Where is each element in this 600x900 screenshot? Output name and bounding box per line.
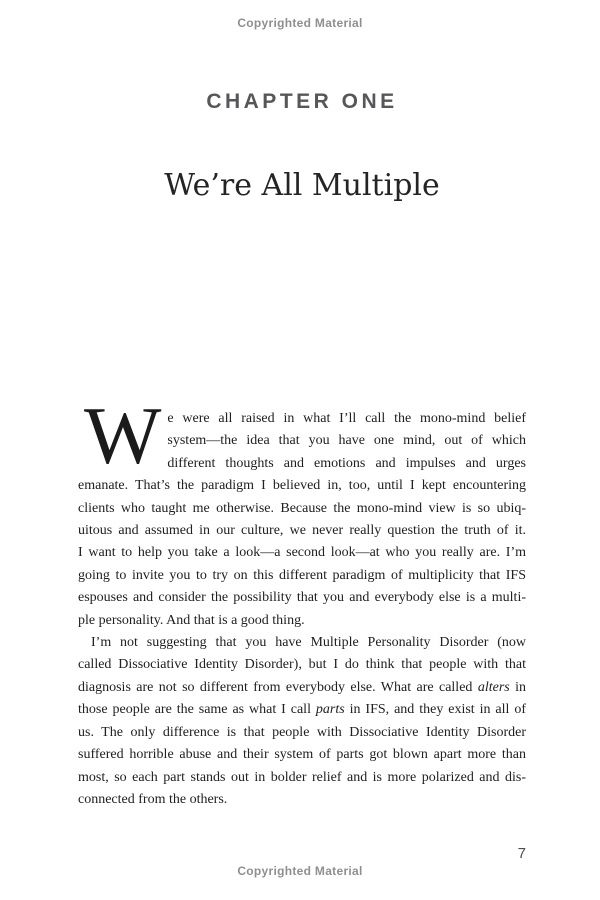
copyright-notice-top: Copyrighted Material [237,16,363,30]
text-line [78,722,526,744]
text-line [78,520,526,542]
copyright-notice-bottom: Copyrighted Material [237,864,363,878]
text-segment: emanate. That’s the paradigm I believed in, too, until I kept encountering [78,478,526,494]
text-segment: most, so each part stands out in bolder relief and is more polarized and dis- [78,769,526,785]
body-text [78,390,527,811]
text-segment: uitous and assumed in our culture, we never really question the truth of it. [78,523,526,539]
text-line [78,565,526,587]
text-line [78,654,526,676]
text-segment: us. The only difference is that people with Dissociative Identity Disorder [78,724,526,740]
text-segment: I’m not suggesting that you have Multiple Personality Disorder (now [91,635,526,651]
text-segment: in IFS, and they exist in all of [344,702,526,718]
text-segment: e were all raised in what I’ll call the mono-mind belief [167,411,526,426]
text-segment: I want to help you take a look—a second look—at who you really are. I’m [78,545,526,561]
page-number: 7 [517,845,526,862]
text-line [78,699,526,721]
italic-term: parts [315,702,345,718]
text-line [78,744,526,766]
text-segment: espouses and consider the possibility that you and everybody else is a multi- [78,590,526,606]
text-segment: in [509,679,527,695]
text-segment: different thoughts and emotions and impulses and urges [167,455,526,471]
text-line [78,677,526,699]
text-segment: clients who taught me otherwise. Because the mono-mind view is so ubiq- [78,500,526,516]
text-segment: ple personality. And that is a good thing. [78,612,305,628]
text-line [78,632,526,654]
text-segment: system—the idea that you have one mind, out of which [167,433,526,449]
text-segment: those people are the same as what I call [78,702,316,718]
text-line [78,789,526,811]
italic-term: alters [477,679,510,695]
text-line [78,542,526,564]
text-segment: connected from the others. [78,791,228,807]
text-line [78,498,526,520]
text-line [78,475,526,497]
text-line [78,610,526,632]
text-line [78,767,526,789]
chapter-title: We’re All Multiple [164,168,440,203]
text-segment: called Dissociative Identity Disorder), but I do think that people with that [78,657,526,673]
drop-cap: W [84,390,162,481]
chapter-label: CHAPTER ONE [206,90,398,113]
text-segment: diagnosis are not so different from everybody else. What are called [78,679,478,695]
text-segment: going to invite you to try on this different paradigm of multiplicity that IFS [78,567,526,583]
text-segment: suffered horrible abuse and their system of parts got blown apart more than [78,747,526,763]
text-line [78,587,526,609]
